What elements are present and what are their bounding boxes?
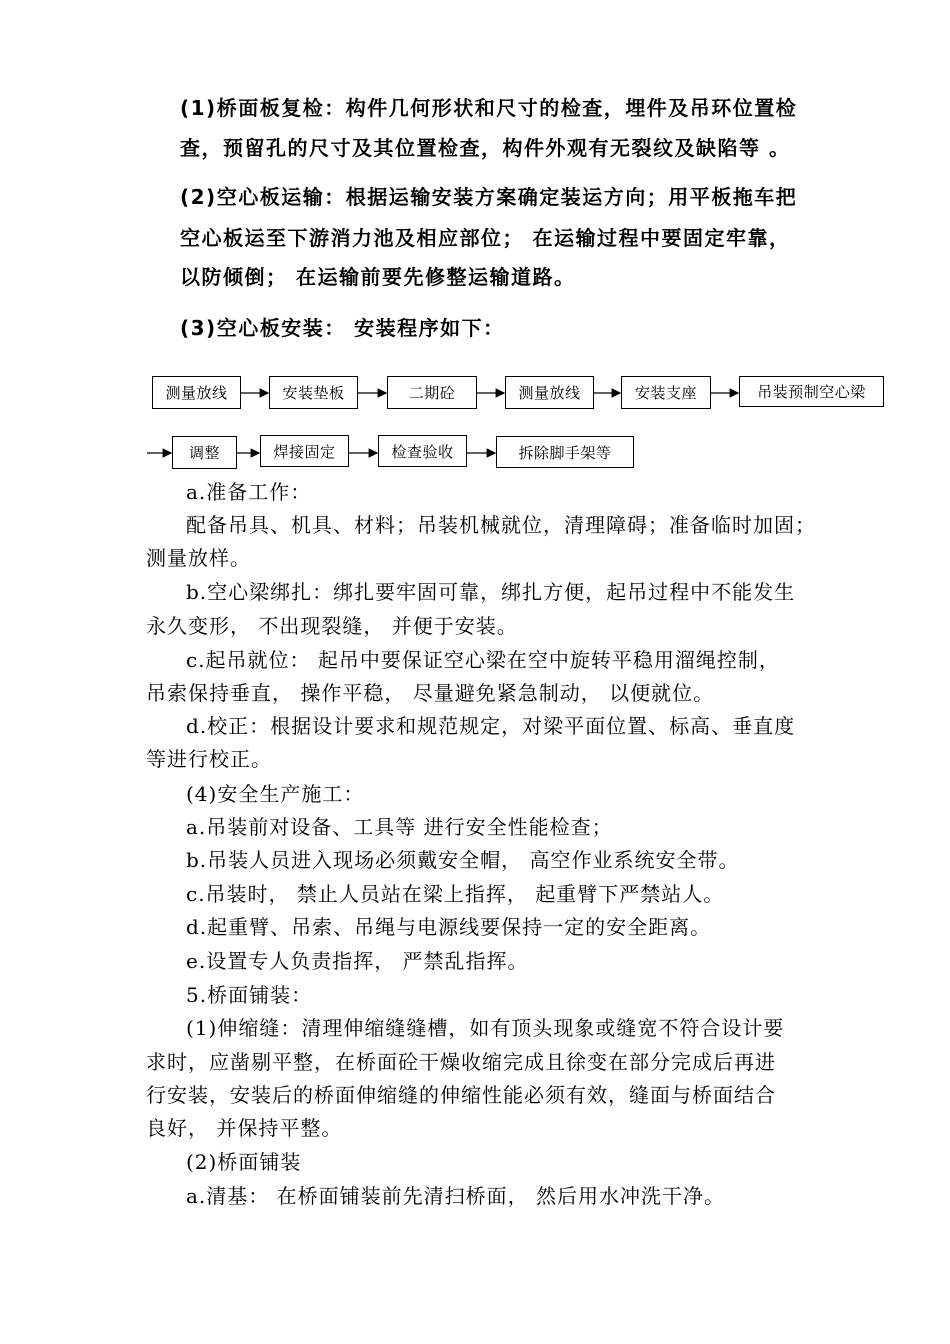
para-2-line-1: (2)空心板运输：根据运输安装方案确定装运方向；用平板拖车把 [180, 185, 798, 209]
flow-step-install-pad: 安装垫板 [269, 376, 358, 409]
section-c-line-1: c.起吊就位： 起吊中要保证空心梁在空中旋转平稳用溜绳控制， [186, 648, 780, 672]
flow-step-install-support: 安装支座 [621, 376, 711, 409]
flow-step-remove-scaffold: 拆除脚手架等 [496, 436, 634, 468]
section-4-title: (4)安全生产施工： [186, 782, 365, 806]
section-a-line-1: 配备吊具、机具、材料；吊装机械就位，清理障碍；准备临时加固； [186, 513, 816, 537]
flow-step-adjust: 调整 [172, 436, 237, 469]
section-4-item-e: e.设置专人负责指挥， 严禁乱指挥。 [186, 949, 529, 973]
section-4-item-b: b.吊装人员进入现场必须戴安全帽， 高空作业系统安全带。 [186, 848, 740, 872]
flow-step-inspect: 检查验收 [378, 435, 467, 467]
section-5-1-line-1: (1)伸缩缝：清理伸缩缝缝槽，如有顶头现象或缝宽不符合设计要 [186, 1016, 785, 1040]
para-1-line-1: (1)桥面板复检：构件几何形状和尺寸的检查，埋件及吊环位置检 [180, 96, 798, 120]
section-4-item-c: c.吊装时， 禁止人员站在梁上指挥， 起重臂下严禁站人。 [186, 882, 725, 906]
section-4-item-a: a.吊装前对设备、工具等 进行安全性能检查； [186, 815, 613, 839]
section-4-item-d: d.起重臂、吊索、吊绳与电源线要保持一定的安全距离。 [186, 915, 712, 939]
flow-step-survey-1: 测量放线 [152, 376, 241, 409]
flow-step-hoist-beam: 吊装预制空心梁 [739, 376, 884, 407]
para-3: (3)空心板安装： 安装程序如下： [180, 316, 505, 340]
flow-step-survey-2: 测量放线 [505, 376, 594, 409]
section-5-1-line-3: 行安装，安装后的桥面伸缩缝的伸缩性能必须有效，缝面与桥面结合 [146, 1083, 776, 1107]
section-5-2-item-a: a.清基： 在桥面铺装前先清扫桥面， 然后用水冲洗干净。 [186, 1184, 725, 1208]
para-2-line-3: 以防倾倒； 在运输前要先修整运输道路。 [180, 265, 576, 289]
section-5-1-line-4: 良好， 并保持平整。 [146, 1116, 343, 1140]
section-5-title: 5.桥面铺装： [186, 983, 313, 1007]
section-a-title: a.准备工作： [186, 480, 312, 504]
para-2-line-2: 空心板运至下游消力池及相应部位； 在运输过程中要固定牢靠， [180, 226, 791, 250]
section-b-line-2: 永久变形， 不出现裂缝， 并便于安装。 [146, 614, 518, 638]
section-b-line-1: b.空心梁绑扎：绑扎要牢固可靠，绑扎方便，起吊过程中不能发生 [186, 580, 796, 604]
flow-step-weld: 焊接固定 [260, 435, 349, 467]
section-c-line-2: 吊索保持垂直， 操作平稳， 尽量避免紧急制动， 以便就位。 [146, 681, 715, 705]
section-d-line-1: d.校正：根据设计要求和规范规定，对梁平面位置、标高、垂直度 [186, 714, 796, 738]
section-d-line-2: 等进行校正。 [146, 747, 272, 771]
section-5-2-title: (2)桥面铺装 [186, 1150, 302, 1174]
section-5-1-line-2: 求时，应凿剔平整，在桥面砼干燥收缩完成且徐变在部分完成后再进 [146, 1050, 776, 1074]
section-a-line-2: 测量放样。 [146, 546, 251, 570]
flow-step-phase2-concrete: 二期砼 [387, 376, 477, 409]
para-1-line-2: 查，预留孔的尺寸及其位置检查，构件外观有无裂纹及缺陷等 。 [180, 136, 791, 160]
